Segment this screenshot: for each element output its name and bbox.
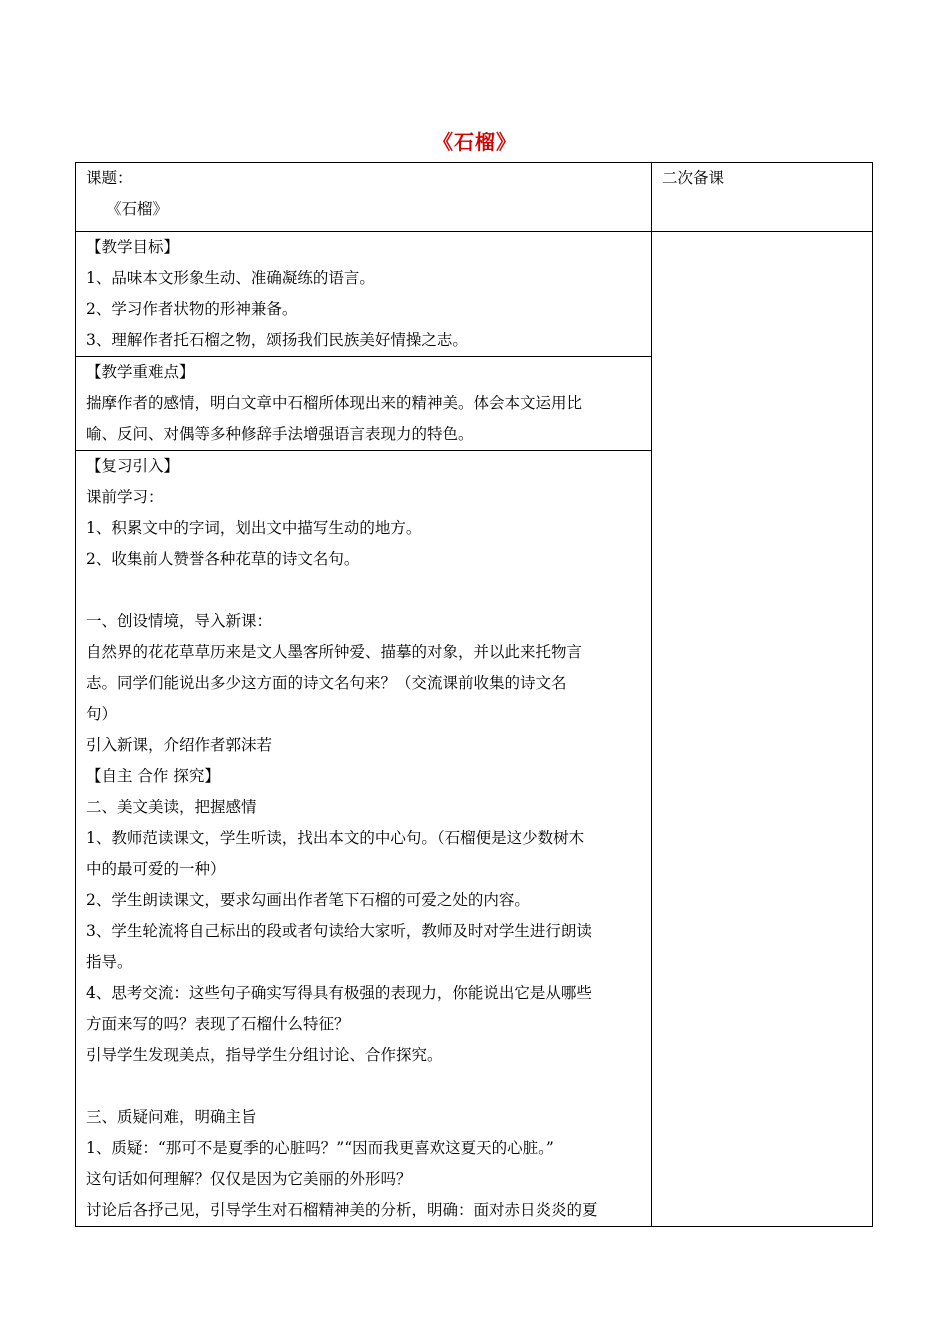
review-line: 2、收集前人赞誉各种花草的诗文名句。 (86, 550, 360, 568)
part1-line: 自然界的花花草草历来是文人墨客所钟爱、描摹的对象，并以此来托物言 (86, 643, 583, 661)
part2-line: 指导。 (86, 953, 133, 971)
blank-line (86, 1071, 651, 1102)
lesson-plan-table (75, 162, 873, 1227)
objective-item: 1、品味本文形象生动、准确凝练的语言。 (86, 269, 375, 287)
secondary-prep-label: 二次备课 (662, 169, 725, 187)
part1-line: 句） (86, 705, 118, 723)
objectives-cell (76, 232, 652, 357)
part3-line: 讨论后各抒己见，引导学生对石榴精神美的分析，明确：面对赤日炎炎的夏 (86, 1201, 598, 1219)
part2-line: 方面来写的吗？表现了石榴什么特征？ (86, 1015, 350, 1033)
topic-row (76, 163, 873, 232)
part1-heading: 一、创设情境，导入新课： (86, 612, 273, 630)
key-points-cell (76, 357, 652, 451)
objective-item: 3、理解作者托石榴之物，颂扬我们民族美好情操之志。 (86, 331, 468, 349)
document-title: 《石榴》 (433, 130, 517, 154)
secondary-prep-header (652, 163, 873, 232)
review-heading: 【复习引入】 (86, 457, 180, 475)
review-line: 课前学习： (86, 488, 164, 506)
review-line: 1、积累文中的字词，划出文中描写生动的地方。 (86, 519, 422, 537)
topic-value: 《石榴》 (106, 200, 169, 218)
objectives-heading: 【教学目标】 (86, 238, 180, 256)
topic-cell (76, 163, 652, 232)
blank-line (86, 575, 651, 606)
explore-heading: 【自主 合作 探究】 (86, 767, 220, 785)
part3-heading: 三、质疑问难，明确主旨 (86, 1108, 257, 1126)
objective-item: 2、学习作者状物的形神兼备。 (86, 300, 298, 318)
review-cell (76, 451, 652, 1227)
part2-line: 中的最可爱的一种） (86, 860, 226, 878)
part2-line: 引导学生发现美点，指导学生分组讨论、合作探究。 (86, 1046, 443, 1064)
key-points-line: 揣摩作者的感情，明白文章中石榴所体现出来的精神美。体会本文运用比 (86, 394, 583, 412)
topic-label: 课题： (86, 169, 133, 187)
part3-line: 这句话如何理解？仅仅是因为它美丽的外形吗？ (86, 1170, 412, 1188)
part1-line: 引入新课，介绍作者郭沫若 (86, 736, 273, 754)
part2-line: 4、思考交流：这些句子确实写得具有极强的表现力，你能说出它是从哪些 (86, 984, 592, 1002)
part1-line: 志。同学们能说出多少这方面的诗文名句来？（交流课前收集的诗文名 (86, 674, 567, 692)
key-points-heading: 【教学重难点】 (86, 363, 195, 381)
key-points-line: 喻、反问、对偶等多种修辞手法增强语言表现力的特色。 (86, 425, 474, 443)
part2-line: 2、学生朗读课文，要求勾画出作者笔下石榴的可爱之处的内容。 (86, 891, 530, 909)
secondary-prep-notes-cell (652, 232, 873, 1227)
part2-line: 3、学生轮流将自己标出的段或者句读给大家听，教师及时对学生进行朗读 (86, 922, 592, 940)
part2-line: 1、教师范读课文，学生听读，找出本文的中心句。（石榴便是这少数树木 (86, 829, 585, 847)
objectives-row (76, 232, 873, 357)
part2-heading: 二、美文美读，把握感情 (86, 798, 257, 816)
part3-line: 1、质疑：“那可不是夏季的心脏吗？”“因而我更喜欢这夏天的心脏。” (86, 1139, 554, 1157)
